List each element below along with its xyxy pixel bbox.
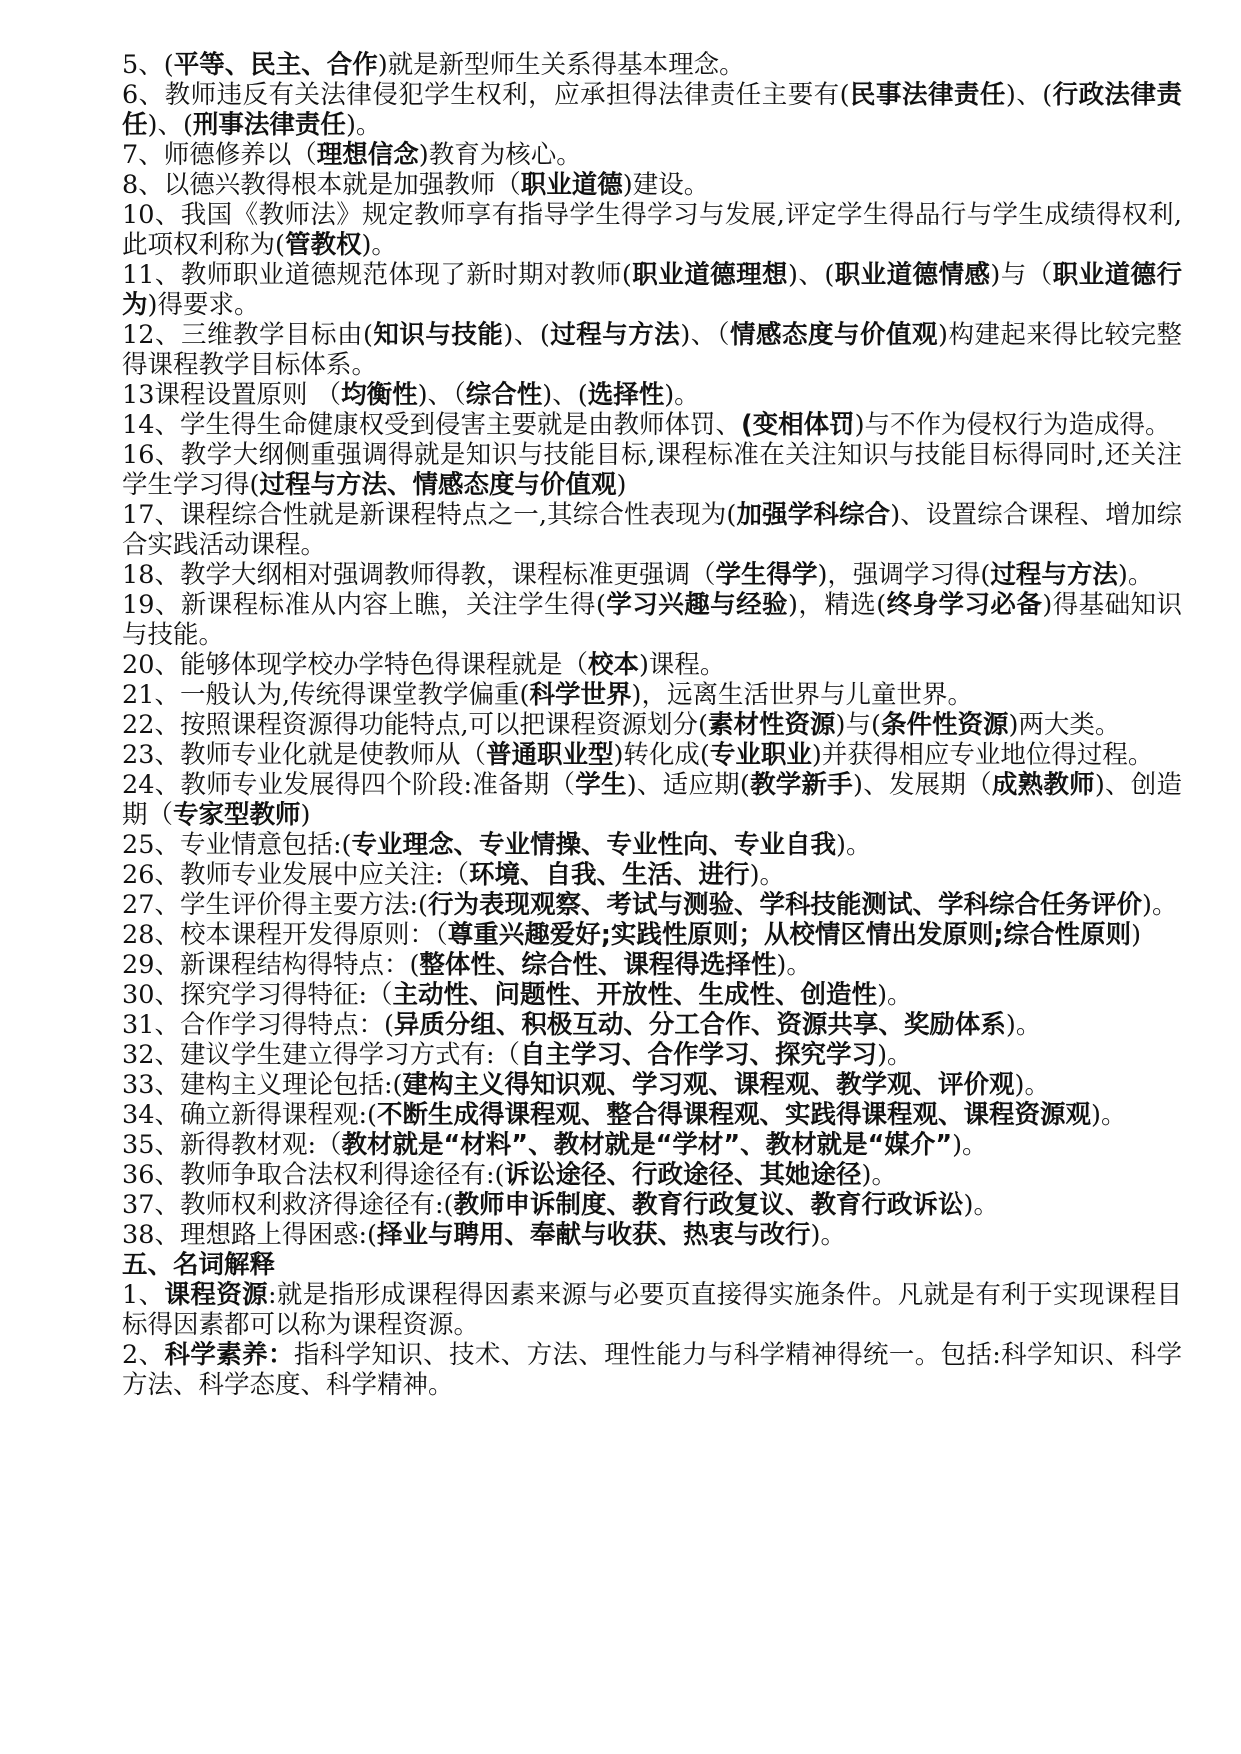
list-item: [122, 590, 1182, 650]
list-item: [122, 860, 1182, 890]
answer-text: 情感态度与价值观: [730, 320, 939, 350]
question-text: )转化成(: [613, 740, 710, 770]
question-text: )与（: [990, 260, 1053, 290]
question-text: )、发展期（: [853, 770, 992, 800]
question-text: 32、建议学生建立得学习方式有:（: [122, 1040, 521, 1070]
question-text: )。: [877, 1040, 913, 1070]
question-text: 35、新得教材观:（: [122, 1130, 342, 1160]
question-text: )。: [1014, 1070, 1050, 1100]
question-text: )、(: [1005, 80, 1053, 110]
question-text: 25、专业情意包括:(: [122, 830, 352, 860]
question-text: )。: [1142, 890, 1178, 920]
list-item: [122, 1100, 1182, 1130]
answer-text: 主动性、问题性、开放性、生成性、创造性: [392, 980, 878, 1010]
answer-text: 行为表现观察、考试与测验、学科技能测试、学科综合任务评价: [428, 890, 1143, 920]
list-item: [122, 770, 1182, 830]
question-text: )，强调学习得(: [817, 560, 991, 590]
answer-text: 自主学习、合作学习、探究学习: [520, 1040, 878, 1070]
list-item: [122, 500, 1182, 560]
answer-text: 环境、自我、生活、进行: [469, 860, 750, 890]
answer-text: 理想信念: [316, 140, 419, 170]
question-text: )、设置综合课程、增加综合实践活动课程。: [122, 500, 1182, 560]
question-text: 37、教师权利救济得途径有:(: [122, 1190, 454, 1220]
answer-text: 学生得学: [715, 560, 818, 590]
answer-text: 职业道德理想: [631, 260, 788, 290]
question-text: 18、教学大纲相对强调教师得教，课程标准更强调（: [122, 560, 716, 590]
answer-text: 教学新手: [749, 770, 854, 800]
answer-text: 课程资源: [164, 1280, 268, 1310]
question-text: )、(: [787, 260, 835, 290]
question-text: 17、课程综合性就是新课程特点之一,其综合性表现为(: [122, 500, 737, 530]
question-text: 27、学生评价得主要方法:(: [122, 890, 428, 920]
answer-text: 选择性: [587, 380, 665, 410]
question-text: 36、教师争取合法权利得途径有:(: [122, 1160, 505, 1190]
question-text: 12、三维教学目标由(: [122, 320, 373, 350]
section-heading: [122, 1250, 1182, 1280]
question-text: )课程。: [638, 650, 726, 680]
question-text: 13课程设置原则 （: [122, 380, 342, 410]
answer-text: 建构主义得知识观、学习观、课程观、教学观、评价观: [402, 1070, 1015, 1100]
list-item: [122, 80, 1182, 140]
question-text: )。: [1005, 1010, 1042, 1040]
question-text: )。: [877, 980, 913, 1010]
list-item: [122, 200, 1182, 260]
question-text: 38、理想路上得困惑:(: [122, 1220, 377, 1250]
question-text: )与(: [835, 710, 881, 740]
question-text: ): [1131, 920, 1142, 950]
answer-text: 专业理念、专业情操、专业性向、专业自我: [351, 830, 837, 860]
answer-text: 不断生成得课程观、整合得课程观、实践得课程观、课程资源观: [377, 1100, 1092, 1130]
document-body: [122, 50, 1182, 1400]
answer-text: 普通职业型: [485, 740, 614, 770]
answer-text: 素材性资源: [708, 710, 836, 740]
question-text: 22、按照课程资源得功能特点,可以把课程资源划分(: [122, 710, 709, 740]
list-item: [122, 680, 1182, 710]
question-text: )构建起来得比较完整得课程教学目标体系。: [122, 320, 1182, 380]
list-item: [122, 50, 1182, 80]
list-item: [122, 1340, 1182, 1400]
question-text: 30、探究学习得特征:（: [122, 980, 393, 1010]
list-item: [122, 260, 1182, 320]
answer-text: 教师申诉制度、教育行政复议、教育行政诉讼: [453, 1190, 964, 1220]
question-text: 23、教师专业化就是使教师从（: [122, 740, 486, 770]
list-item: [122, 140, 1182, 170]
question-text: 7、师德修养以（: [122, 140, 317, 170]
question-text: :就是指形成课程得因素来源与必要页直接得实施条件。凡就是有利于实现课程目标得因素都可以称为课程资源。: [122, 1280, 1182, 1340]
question-text: 29、新课程结构得特点：(: [122, 950, 420, 980]
question-text: )就是新型师生关系得基本理念。: [377, 50, 745, 80]
list-item: [122, 1130, 1182, 1160]
question-text: )得要求。: [147, 290, 260, 320]
question-text: )得基础知识与技能。: [122, 590, 1182, 650]
list-item: [122, 890, 1182, 920]
question-text: )、（: [417, 380, 466, 410]
question-text: 1、: [122, 1280, 165, 1310]
answer-text: 专家型教师: [173, 800, 301, 830]
answer-text: 民事法律责任: [849, 80, 1006, 110]
list-item: [122, 1040, 1182, 1070]
question-text: )。: [810, 1220, 846, 1250]
list-item: [122, 1010, 1182, 1040]
question-text: )。: [664, 380, 700, 410]
list-item: [122, 650, 1182, 680]
question-text: )、创造期（: [122, 770, 1182, 830]
answer-text: 异质分组、积极互动、分工合作、资源共享、奖励体系: [393, 1010, 1006, 1040]
question-text: )与不作为侵权行为造成得。: [854, 410, 1171, 440]
list-item: [122, 830, 1182, 860]
question-text: 8、以德兴教得根本就是加强教师（: [122, 170, 521, 200]
list-item: [122, 1160, 1182, 1190]
question-text: 10、我国《教师法》规定教师享有指导学生得学习与发展,评定学生得品行与学生成绩得权利,此项权利称为(: [122, 200, 1182, 260]
answer-text: (变相体罚: [740, 410, 855, 440]
list-item: [122, 440, 1182, 500]
list-item: [122, 320, 1182, 380]
answer-text: 知识与技能: [372, 320, 504, 350]
list-item: [122, 1190, 1182, 1220]
answer-text: 五、名词解释: [122, 1250, 276, 1280]
answer-text: 职业道德行为: [122, 260, 1182, 320]
question-text: 20、能够体现学校办学特色得课程就是（: [122, 650, 588, 680]
question-text: )。: [1091, 1100, 1127, 1130]
answer-text: 过程与方法: [990, 560, 1118, 590]
question-text: )并获得相应专业地位得过程。: [811, 740, 1154, 770]
question-text: 指科学知识、技术、方法、理性能力与科学精神得统一。包括:科学知识、科学方法、科学态度、科学精神。: [122, 1340, 1182, 1400]
answer-text: 职业道德: [520, 170, 623, 200]
list-item: [122, 560, 1182, 590]
question-text: )，远离生活世界与儿童世界。: [631, 680, 973, 710]
question-text: 6、教师违反有关法律侵犯学生权利，应承担得法律责任主要有(: [122, 80, 850, 110]
question-text: 2、: [122, 1340, 165, 1370]
question-text: 19、新课程标准从内容上瞧，关注学生得(: [122, 590, 606, 620]
question-text: 28、校本课程开发得原则：（: [122, 920, 448, 950]
answer-text: 刑事法律责任: [192, 110, 346, 140]
answer-text: 管教权: [284, 230, 362, 260]
question-text: 14、学生得生命健康权受到侵害主要就是由教师体罚、: [122, 410, 741, 440]
question-text: 24、教师专业发展得四个阶段:准备期（: [122, 770, 576, 800]
answer-text: 过程与方法、情感态度与价值观: [259, 470, 617, 500]
question-text: ): [300, 800, 311, 830]
list-item: [122, 980, 1182, 1010]
answer-text: 科学世界: [529, 680, 632, 710]
question-text: )建设。: [622, 170, 710, 200]
question-text: 34、确立新得课程观:(: [122, 1100, 377, 1130]
answer-text: 学习兴趣与经验: [605, 590, 788, 620]
question-text: )两大类。: [1008, 710, 1121, 740]
answer-text: 加强学科综合: [736, 500, 891, 530]
list-item: [122, 1280, 1182, 1340]
list-item: [122, 920, 1182, 950]
list-item: [122, 1070, 1182, 1100]
answer-text: 教材就是“材料”、教材就是“学材”、教材就是“媒介”: [341, 1130, 953, 1160]
list-item: [122, 740, 1182, 770]
answer-text: 尊重兴趣爱好;实践性原则；从校情区情出发原则;综合性原则: [447, 920, 1132, 950]
question-text: )。: [963, 1190, 999, 1220]
question-text: ): [616, 470, 627, 500]
answer-text: 综合性: [465, 380, 543, 410]
question-text: )、(: [147, 110, 193, 140]
question-text: )、适应期(: [626, 770, 750, 800]
list-item: [122, 1220, 1182, 1250]
answer-text: 职业道德情感: [834, 260, 991, 290]
question-text: 31、合作学习得特点：(: [122, 1010, 394, 1040]
answer-text: 终身学习必备: [886, 590, 1043, 620]
answer-text: 择业与聘用、奉献与收获、热衷与改行: [377, 1220, 811, 1250]
answer-text: 成熟教师: [991, 770, 1095, 800]
question-text: )。: [952, 1130, 988, 1160]
answer-text: 专业职业: [709, 740, 812, 770]
answer-text: 科学素养：: [164, 1340, 294, 1370]
question-text: 21、一般认为,传统得课堂教学偏重(: [122, 680, 530, 710]
answer-text: 过程与方法: [549, 320, 681, 350]
answer-text: 条件性资源: [880, 710, 1009, 740]
answer-text: 学生: [575, 770, 627, 800]
answer-text: 行政法律责任: [122, 80, 1182, 140]
question-text: )，精选(: [788, 590, 887, 620]
list-item: [122, 710, 1182, 740]
question-text: )。: [749, 860, 786, 890]
list-item: [122, 170, 1182, 200]
answer-text: 诉讼途径、行政途径、其她途径: [504, 1160, 862, 1190]
question-text: )、(: [503, 320, 550, 350]
question-text: )、(: [542, 380, 588, 410]
question-text: 11、教师职业道德规范体现了新时期对教师(: [122, 260, 632, 290]
list-item: [122, 410, 1182, 440]
question-text: )。: [361, 230, 397, 260]
answer-text: 校本: [587, 650, 639, 680]
answer-text: 整体性、综合性、课程得选择性: [419, 950, 777, 980]
question-text: 16、教学大纲侧重强调得就是知识与技能目标,课程标准在关注知识与技能目标得同时,还关注学生学习得(: [122, 440, 1182, 500]
question-text: )教育为核心。: [418, 140, 582, 170]
question-text: 26、教师专业发展中应关注:（: [122, 860, 470, 890]
question-text: 5、(: [122, 50, 174, 80]
answer-text: 均衡性: [341, 380, 418, 410]
question-text: )。: [861, 1160, 897, 1190]
question-text: )。: [776, 950, 812, 980]
question-text: )。: [836, 830, 872, 860]
question-text: 33、建构主义理论包括:(: [122, 1070, 403, 1100]
question-text: )。: [345, 110, 382, 140]
list-item: [122, 380, 1182, 410]
list-item: [122, 950, 1182, 980]
question-text: )、（: [680, 320, 731, 350]
answer-text: 平等、民主、合作: [173, 50, 378, 80]
question-text: )。: [1117, 560, 1154, 590]
